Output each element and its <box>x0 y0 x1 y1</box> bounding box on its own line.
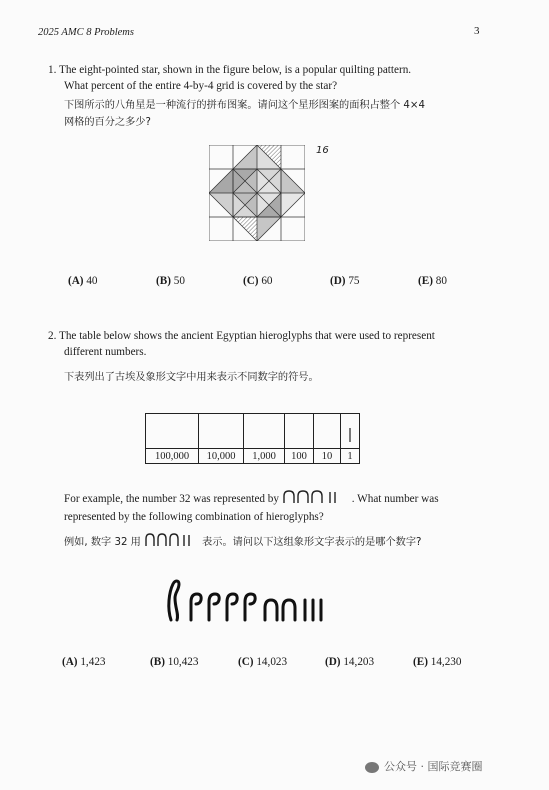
table-value-1: 1 <box>341 449 360 464</box>
hieroglyph-100000-cell <box>146 414 199 449</box>
problem-1-number: 1. <box>48 64 57 76</box>
coil-10000-3 <box>227 594 237 620</box>
coil-10000-2 <box>209 594 219 620</box>
problem-2-line1: The table below shows the ancient Egyptian hieroglyphs that were used to represent <box>59 330 435 342</box>
problem-2-number: 2. <box>48 330 57 342</box>
hieroglyph-10000-cell <box>199 414 244 449</box>
problem-1-zh-line1: 下图所示的八角星是一种流行的拼布图案。请问这个星形图案的面积占整个 4×4 <box>64 100 425 111</box>
problem-2-choice-e[interactable]: (E) 14,230 <box>413 656 462 668</box>
arch-10-1 <box>265 600 277 620</box>
hieroglyph-32-inline-zh <box>144 533 202 547</box>
problem-1-choice-d[interactable]: (D) 75 <box>330 275 360 287</box>
figure-100000 <box>169 581 179 620</box>
problem-2-zh-line1: 下表列出了古埃及象形文字中用来表示不同数字的符号。 <box>64 372 319 383</box>
table-value-100000: 100,000 <box>146 449 199 464</box>
example-zh-line: 例如, 数字 32 用 表示。请问以下这组象形文字表示的是哪个数字? <box>64 533 421 551</box>
problem-2-choice-c[interactable]: (C) 14,023 <box>238 656 288 668</box>
wechat-icon <box>365 762 379 773</box>
star-grid-lines <box>209 145 305 241</box>
problem-2-line2: different numbers. <box>64 346 147 358</box>
table-value-100: 100 <box>285 449 314 464</box>
coil-10000-4 <box>245 594 255 620</box>
problem-1-choice-e[interactable]: (E) 80 <box>418 275 447 287</box>
hieroglyph-32-inline <box>282 490 352 504</box>
table-value-1000: 1,000 <box>244 449 285 464</box>
header-title: 2025 AMC 8 Problems <box>38 27 134 38</box>
example-line1: For example, the number 32 was represented by . What number was <box>64 490 439 507</box>
hieroglyph-1-cell <box>341 414 360 449</box>
table-value-10: 10 <box>314 449 341 464</box>
problem-1-choice-b[interactable]: (B) 50 <box>156 275 185 287</box>
hieroglyph-table <box>145 413 360 464</box>
page-number: 3 <box>474 25 480 37</box>
hieroglyph-10-cell <box>314 414 341 449</box>
problem-1-choice-c[interactable]: (C) 60 <box>243 275 273 287</box>
hieroglyph-combination <box>165 578 345 624</box>
problem-1-text-line1 <box>48 62 411 78</box>
problem-1-line1: The eight-pointed star, shown in the figure below, is a popular quilting pattern. <box>59 64 412 76</box>
hieroglyph-100-cell <box>285 414 314 449</box>
problem-1-choice-a[interactable]: (A) 40 <box>68 275 98 287</box>
problem-1-line2: What percent of the entire 4-by-4 grid is covered by the star? <box>64 80 338 92</box>
handwritten-note: 16 <box>316 145 329 156</box>
watermark: 公众号 · 国际竞赛圈 <box>365 758 483 774</box>
problem-2-choice-b[interactable]: (B) 10,423 <box>150 656 199 668</box>
coil-10000-1 <box>191 594 201 620</box>
hieroglyph-1000-cell <box>244 414 285 449</box>
problem-2-choice-a[interactable]: (A) 1,423 <box>62 656 106 668</box>
table-value-10000: 10,000 <box>199 449 244 464</box>
stroke-icon <box>347 427 353 443</box>
arch-10-2 <box>283 600 295 620</box>
problem-1-zh-line2: 网格的百分之多少? <box>64 117 151 128</box>
example-line2: represented by the following combination of hieroglyphs? <box>64 511 324 523</box>
problem-2-text-line1 <box>48 328 435 344</box>
problem-2-choice-d[interactable]: (D) 14,203 <box>325 656 375 668</box>
star-quilt-figure <box>209 145 305 241</box>
